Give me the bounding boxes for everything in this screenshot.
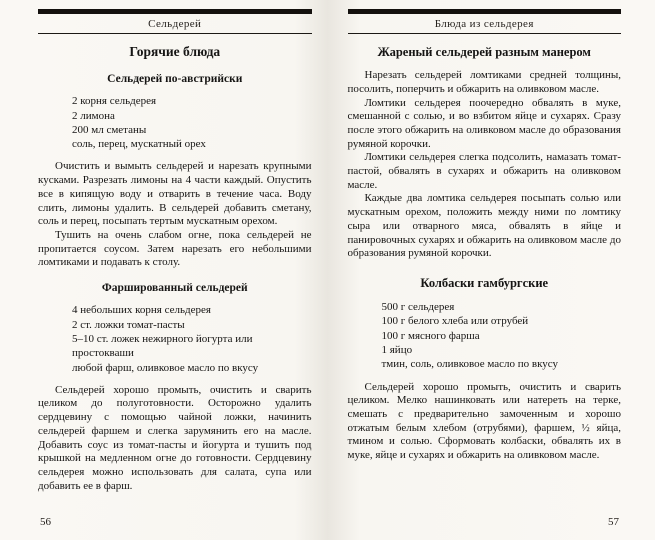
ingredient: тмин, соль, оливковое масло по вкусу <box>381 358 559 371</box>
ingredient: любой фарш, оливковое масло по вкусу <box>72 361 259 374</box>
ingredient: 500 г сельдерея <box>381 301 455 314</box>
recipe-title: Сельдерей по-австрийски <box>107 72 243 85</box>
header-bar <box>38 9 312 14</box>
paragraph: Ломтики сельдерея поочередно обвалять в муке, смешанной с солью, и во взбитом яйце и сухарях. Сразу после этого обжарить на оливковом масле до образования румяной корочки. <box>347 96 621 150</box>
recipe-title: Колбаски гамбургские <box>420 275 549 290</box>
ingredient: 5–10 ст. ложек нежирного йогурта или простокваши <box>72 332 253 360</box>
paragraph: Ломтики сельдерея слегка подсолить, намазать томат-пастой, обвалять в сухарях и обжарить на оливковом масле. <box>347 151 621 191</box>
running-head: Блюда из сельдерея <box>434 18 534 30</box>
paragraph: Нарезать сельдерей ломтиками средней толщины, посолить, поперчить и обжарить на оливковом масле. <box>347 69 621 95</box>
ingredients-list <box>72 303 312 374</box>
ingredient: 4 небольших корня сельдерея <box>72 304 211 317</box>
ingredient: 200 мл сметаны <box>72 123 147 136</box>
ingredient: 2 лимона <box>72 109 115 122</box>
paragraph: Очистить и вымыть сельдерей и нарезать крупными кусками. Разрезать лимоны на 4 части каждый. Опустить все в кипящую воду и отварить в течение часа. Воду слить, лимоны удалить. В сельдерей добавить сметану, соль и перец, посыпать тертым мускатным орехом. <box>38 160 312 228</box>
ingredients-list <box>72 94 312 151</box>
header-rule <box>38 33 312 34</box>
ingredient: 1 яйцо <box>381 344 413 357</box>
ingredient: соль, перец, мускатный орех <box>72 138 206 151</box>
page-header <box>38 9 312 34</box>
page-number: 57 <box>608 516 619 528</box>
paragraph: Сельдерей хорошо промыть, очистить и сварить целиком. Мелко нашинковать или натереть на терке, смешать с предварительно замоченным и хорошо отжатым белым хлебом (отрубями), фаршем, ½ яйца, тмином и солью. Сформовать колбаски, обвалять их в муке, яйце и сухарях и обжарить на оливковом масле. <box>347 380 621 462</box>
paragraph: Сельдерей хорошо промыть, очистить и сварить целиком до полуготовности. Осторожно удалить сердцевину с помощью чайной ложки, начинить сельдерей фаршем и слегка зарумянить его на масле. Добавить соус из томат-пасты и йогурта и тушить под крышкой на медленном огне до готовности. Сердцевину сельдерея можно использовать для салата, супа или добавить ее в фарш. <box>38 383 312 492</box>
recipe-title: Фаршированный сельдерей <box>101 281 248 294</box>
running-head: Сельдерей <box>148 18 202 30</box>
chapter-title: Горячие блюда <box>129 44 221 59</box>
ingredient: 2 корня сельдерея <box>72 95 157 108</box>
ingredient: 100 г белого хлеба или отрубей <box>381 315 529 328</box>
paragraph: Тушить на очень слабом огне, пока сельдерей не пропитается соусом. Затем нарезать его небольшими ломтиками и подавать к столу. <box>38 228 312 269</box>
ingredients-list <box>382 300 622 371</box>
header-bar <box>348 9 622 14</box>
ingredient: 2 ст. ложки томат-пасты <box>72 318 185 331</box>
ingredient: 100 г мясного фарша <box>381 329 480 342</box>
paragraph: Каждые два ломтика сельдерея посыпать солью или мускатным орехом, положить между ними по ломтику сыра или отварного мяса, обвалять в яйце и панировочных сухарях и обжарить на оливковом масле до образования румяной корочки. <box>347 192 621 260</box>
header-rule <box>348 33 622 34</box>
page-right <box>328 0 655 540</box>
recipe-title: Жареный сельдерей разным манером <box>377 45 591 59</box>
page-number: 56 <box>40 516 51 528</box>
page-header <box>348 9 622 34</box>
